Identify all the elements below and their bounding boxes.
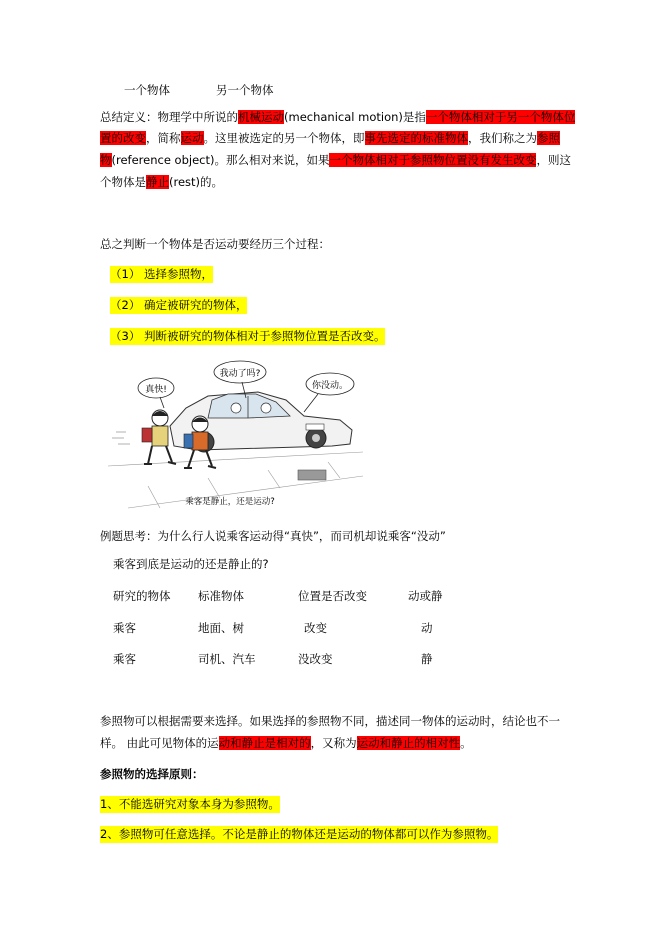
summary-line-1: 总结定义：物理学中所说的机械运动(mechanical motion)是指一个物体相对于另一个物体位: [100, 110, 576, 124]
highlight-no-change: 一个物体相对于参照物位置没有发生改变: [329, 153, 537, 167]
summary-line-2: 置的改变，简称运动。这里被选定的另一个物体，即事先选定的标准物体，我们称之为参照: [100, 131, 560, 145]
label-one-object: 一个物体: [124, 83, 170, 97]
table-cell: 司机、汽车: [198, 652, 256, 666]
table-cell: 地面、树: [198, 621, 244, 635]
term-reference-2: 物: [100, 153, 112, 167]
highlight-standard-object: 事先选定的标准物体: [364, 131, 468, 145]
term-rest: 静止: [146, 175, 169, 189]
table-cell: 静: [421, 652, 433, 666]
summary-line-3: 物(reference object)。那么相对来说，如果一个物体相对于参照物位置没有发生改变，则这: [100, 153, 571, 167]
table-cell: 没改变: [298, 652, 333, 666]
term-motion: 运动: [180, 131, 204, 145]
label-another-object: 另一个物体: [216, 83, 274, 97]
term-mechanical-motion: 机械运动: [238, 110, 284, 124]
table-cell: 乘客: [113, 652, 136, 666]
table-header: 研究的物体: [113, 589, 171, 603]
relativity-line-2: 样。 由此可见物体的运动和静止是相对的，又称为运动和静止的相对性。: [100, 736, 472, 750]
example-sub-question: 乘客到底是运动的还是静止的?: [113, 557, 269, 571]
highlight-relativity: 运动和静止的相对性: [356, 736, 461, 750]
process-intro: 总之判断一个物体是否运动要经历三个过程：: [100, 237, 330, 251]
highlight-relative: 动和静止是相对的: [218, 736, 311, 750]
highlight-definition-1: 一个物体相对于另一个物体位: [425, 110, 576, 124]
table-cell: 动: [421, 621, 433, 635]
principle-item-1: 1、不能选研究对象本身为参照物。: [100, 797, 280, 811]
bubble-top-text: 我动了吗?: [219, 369, 261, 379]
summary-line-4: 个物体是静止(rest)的。: [100, 175, 224, 189]
table-header: 标准物体: [198, 589, 244, 603]
process-step-1: （1） 选择参照物，: [110, 267, 213, 281]
drain-grate: [298, 470, 326, 480]
principles-title: 参照物的选择原则：: [100, 767, 204, 781]
illustration-caption: 乘客是静止，还是运动?: [185, 497, 275, 507]
highlight-definition-2: 置的改变: [100, 131, 146, 145]
illustration-car-pedestrians: [108, 358, 363, 512]
example-question: 例题思考：为什么行人说乘客运动得“真快”，而司机却说乘客“没动”: [100, 529, 446, 543]
principle-item-2: 2、参照物可任意选择。不论是静止的物体还是运动的物体都可以作为参照物。: [100, 827, 499, 841]
table-header: 动或静: [408, 589, 443, 603]
bubble-left-text: 真快!: [145, 385, 167, 395]
relativity-line-1: 参照物可以根据需要来选择。如果选择的参照物不同，描述同一物体的运动时，结论也不一: [100, 714, 560, 728]
process-step-3: （3） 判断被研究的物体相对于参照物位置是否改变。: [110, 329, 386, 343]
process-step-2: （2） 确定被研究的物体，: [110, 298, 248, 312]
bubble-right-text: 你没动。: [311, 381, 349, 391]
table-cell: 乘客: [113, 621, 136, 635]
table-cell: 改变: [304, 621, 327, 635]
term-reference-1: 参照: [537, 131, 560, 145]
table-header: 位置是否改变: [298, 589, 367, 603]
